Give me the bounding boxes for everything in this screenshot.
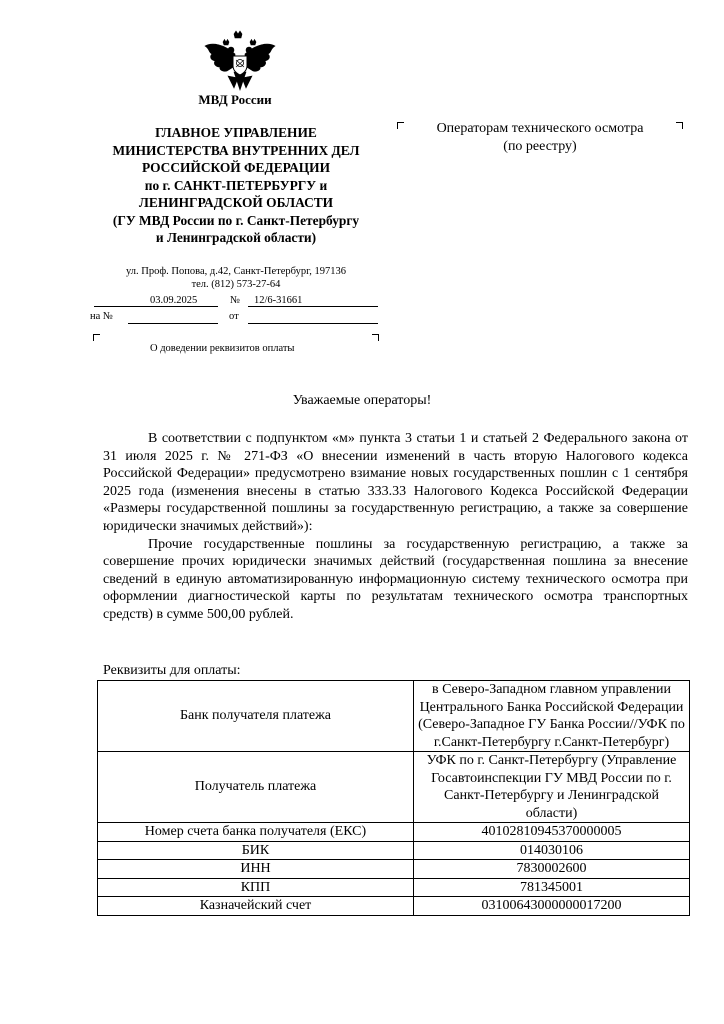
ref-date-underline [248,323,378,324]
requisites-table [97,680,690,916]
org-short-name: МВД России [198,92,272,107]
org-line: ЛЕНИНГРАДСКОЙ ОБЛАСТИ [138,195,334,210]
addressee [398,120,682,156]
org-phone: тел. (812) 573-27-64 [191,279,281,290]
letter-date: 03.09.2025 [150,295,198,306]
requisite-label: КПП [98,878,414,897]
requisite-label: Получатель платежа [98,752,414,823]
org-line: по г. САНКТ-ПЕТЕРБУРГУ и [144,177,328,193]
org-contacts [86,265,386,291]
number-underline [248,306,378,307]
org-full-name [86,124,386,247]
addressee-line: Операторам технического осмотра [436,121,644,136]
requisite-value: в Северо-Западном главном управлении Центрального Банка Российской Федерации (Северо-Западное ГУ Банка России//УФК по г.Санкт-Петербургу г.Санкт-Петербург) [414,681,690,752]
body-paragraph: В соответствии с подпунктом «м» пункта 3 статьи 1 и статьей 2 Федерального закона от 31 июля 2025 г. № 271-ФЗ «О внесении изменений в часть вторую Налогового кодекса Российской Федерации» предусмотрено взимание новых государственных пошлин с 1 сентября 2025 года (изменения внесены в статью 333.33 Налогового Кодекса Российской Федерации «Размеры государственной пошлины за государственную регистрацию, а также за совершение юридически значимых действий»): [103,431,688,534]
org-line: ГЛАВНОЕ УПРАВЛЕНИЕ [155,125,317,140]
ref-number-label: на № [90,311,113,322]
letter-subject: О доведении реквизитов оплаты [150,343,295,354]
requisite-label: Казначейский счет [98,897,414,916]
org-line: (ГУ МВД России по г. Санкт-Петербургу [112,212,360,228]
salutation: Уважаемые операторы! [292,393,432,408]
letter-number: 12/6-31661 [254,295,303,306]
requisite-value: УФК по г. Санкт-Петербургу (Управление Госавтоинспекции ГУ МВД России по г. Санкт-Петербургу и Ленинградской области) [414,752,690,823]
addressee-line: (по реестру) [503,139,577,154]
ref-number-underline [128,323,218,324]
subject-corner-left [93,334,100,341]
requisite-value: 7830002600 [414,860,690,879]
table-row [98,841,690,860]
org-address: ул. Проф. Попова, д.42, Санкт-Петербург, 197136 [126,266,346,277]
ref-date-label: от [229,311,239,322]
requisite-label: Номер счета банка получателя (ЕКС) [98,823,414,842]
table-row [98,752,690,823]
table-row [98,860,690,879]
date-underline [94,306,218,307]
org-line: МИНИСТЕРСТВА ВНУТРЕННИХ ДЕЛ [112,142,360,158]
mvd-double-headed-eagle-emblem-icon [204,30,276,92]
org-line: РОССИЙСКОЙ ФЕДЕРАЦИИ [141,160,331,175]
table-row [98,681,690,752]
subject-corner-right [372,334,379,341]
requisite-value: 40102810945370000005 [414,823,690,842]
body-paragraph: Прочие государственные пошлины за государственную регистрацию, а также за совершение прочих юридически значимых действий (государственная пошлина за внесение сведений в единую автоматизированную информационную систему технического осмотра при оформлении диагностической карты по результатам технического осмотра транспортных средств) в сумме 500,00 рублей. [103,536,688,622]
requisite-value: 014030106 [414,841,690,860]
table-row [98,823,690,842]
table-row [98,878,690,897]
table-row [98,897,690,916]
requisite-label: Банк получателя платежа [98,681,414,752]
letter-body [103,430,688,624]
requisite-label: ИНН [98,860,414,879]
number-sign: № [230,295,241,306]
requisite-label: БИК [98,841,414,860]
requisites-label: Реквизиты для оплаты: [103,663,241,678]
requisite-value: 03100643000000017200 [414,897,690,916]
org-line: и Ленинградской области) [155,230,317,245]
requisite-value: 781345001 [414,878,690,897]
